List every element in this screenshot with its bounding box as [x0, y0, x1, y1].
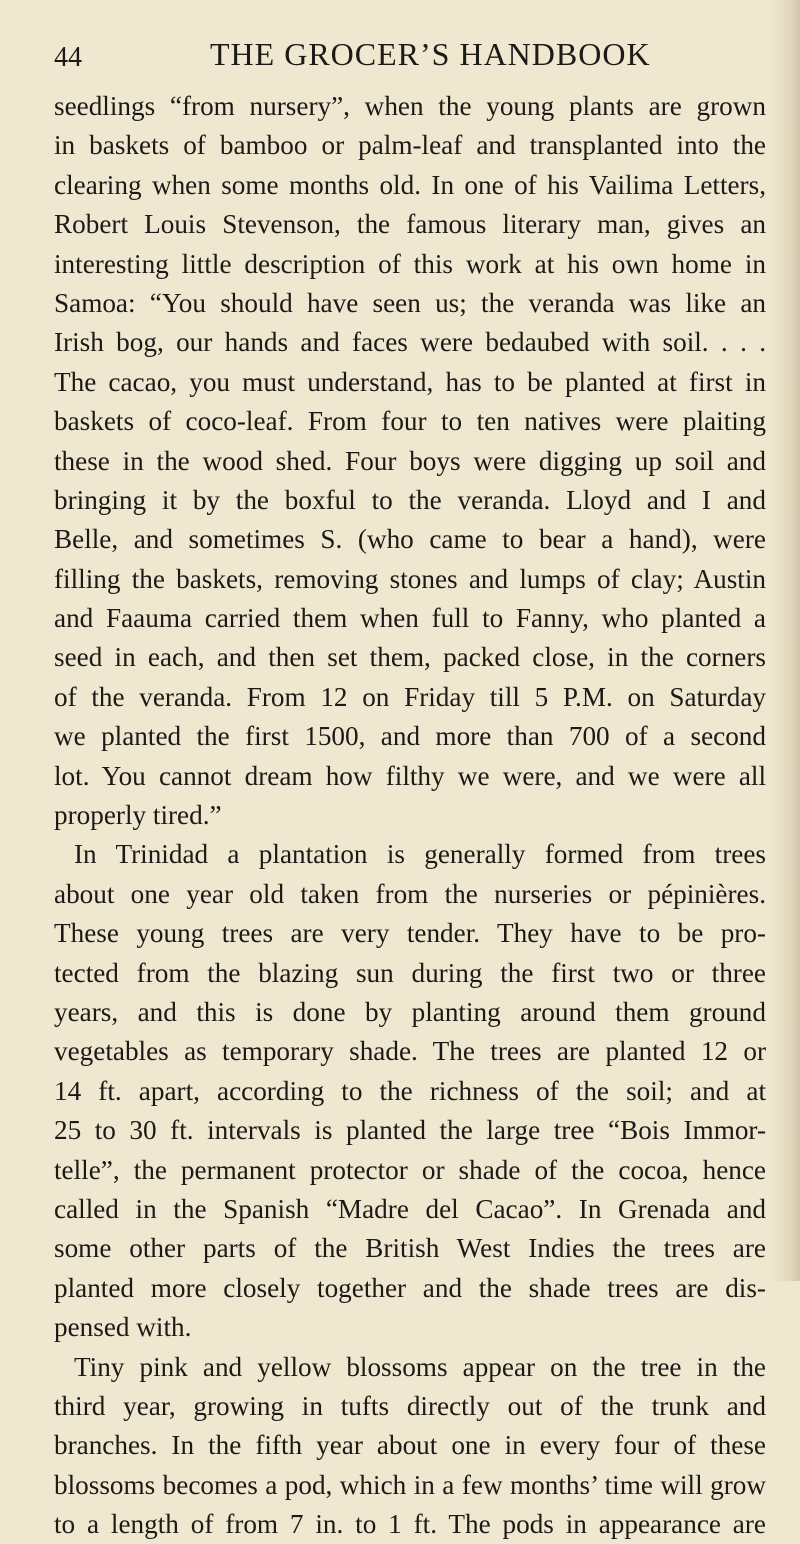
- text-line: called in the Spanish “Madre del Cacao”. In Grenada and: [54, 1193, 766, 1224]
- text-line: years, and this is done by planting around them ground: [54, 996, 766, 1027]
- text-line: In Trinidad a plantation is generally formed from trees: [74, 839, 766, 870]
- text-line: bringing it by the boxful to the veranda. Lloyd and I and: [54, 484, 766, 515]
- text-line: Samoa: “You should have seen us; the veranda was like an: [54, 287, 766, 318]
- text-line: These young trees are very tender. They have to be pro-: [54, 918, 766, 949]
- text-line: seed in each, and then set them, packed close, in the corners: [54, 642, 766, 673]
- text-line: pensed with.: [54, 1312, 192, 1343]
- text-line: Belle, and sometimes S. (who came to bear a hand), were: [54, 524, 766, 555]
- text-line: in baskets of bamboo or palm-leaf and transplanted into the: [54, 130, 766, 161]
- text-line: clearing when some months old. In one of his Vailima Letters,: [54, 169, 766, 200]
- running-head: THE GROCER’S HANDBOOK: [210, 36, 651, 72]
- body-text: [54, 87, 766, 1544]
- page-header: [40, 36, 760, 76]
- text-line: these in the wood shed. Four boys were digging up soil and: [54, 445, 766, 476]
- text-line: baskets of coco-leaf. From four to ten natives were plaiting: [54, 406, 766, 437]
- text-line: seedlings “from nursery”, when the young plants are grown: [54, 91, 766, 121]
- text-line: to a length of from 7 in. to 1 ft. The pods in appearance are: [54, 1509, 766, 1540]
- text-line: we planted the first 1500, and more than 700 of a second: [54, 721, 766, 752]
- text-line: 14 ft. apart, according to the richness of the soil; and at: [54, 1075, 766, 1106]
- text-line: planted more closely together and the shade trees are dis-: [54, 1272, 766, 1303]
- text-line: 25 to 30 ft. intervals is planted the large tree “Bois Immor-: [54, 1115, 766, 1146]
- text-line: filling the baskets, removing stones and lumps of clay; Austin: [54, 563, 766, 594]
- text-line: about one year old taken from the nurseries or pépinières.: [54, 878, 766, 909]
- text-line: Tiny pink and yellow blossoms appear on the tree in the: [74, 1351, 766, 1382]
- text-line: interesting little description of this work at his own home in: [54, 248, 766, 279]
- text-line: Irish bog, our hands and faces were bedaubed with soil. . . .: [54, 327, 766, 358]
- text-line: properly tired.”: [54, 800, 222, 831]
- text-line: telle”, the permanent protector or shade of the cocoa, hence: [54, 1154, 766, 1185]
- text-line: blossoms becomes a pod, which in a few months’ time will grow: [54, 1469, 766, 1500]
- text-line: Robert Louis Stevenson, the famous literary man, gives an: [54, 209, 766, 240]
- text-line: of the veranda. From 12 on Friday till 5 P.M. on Saturday: [54, 681, 766, 712]
- text-line: The cacao, you must understand, has to be planted at first in: [54, 366, 766, 397]
- text-line: third year, growing in tufts directly out of the trunk and: [54, 1390, 766, 1421]
- text-line: lot. You cannot dream how filthy we were, and we were all: [54, 760, 766, 791]
- text-line: and Faauma carried them when full to Fanny, who planted a: [54, 603, 766, 634]
- text-line: vegetables as temporary shade. The trees are planted 12 or: [54, 1036, 766, 1067]
- text-line: some other parts of the British West Indies the trees are: [54, 1233, 766, 1264]
- text-line: branches. In the fifth year about one in every four of these: [54, 1430, 766, 1461]
- page-number: 44: [54, 42, 82, 73]
- text-line: tected from the blazing sun during the first two or three: [54, 957, 766, 988]
